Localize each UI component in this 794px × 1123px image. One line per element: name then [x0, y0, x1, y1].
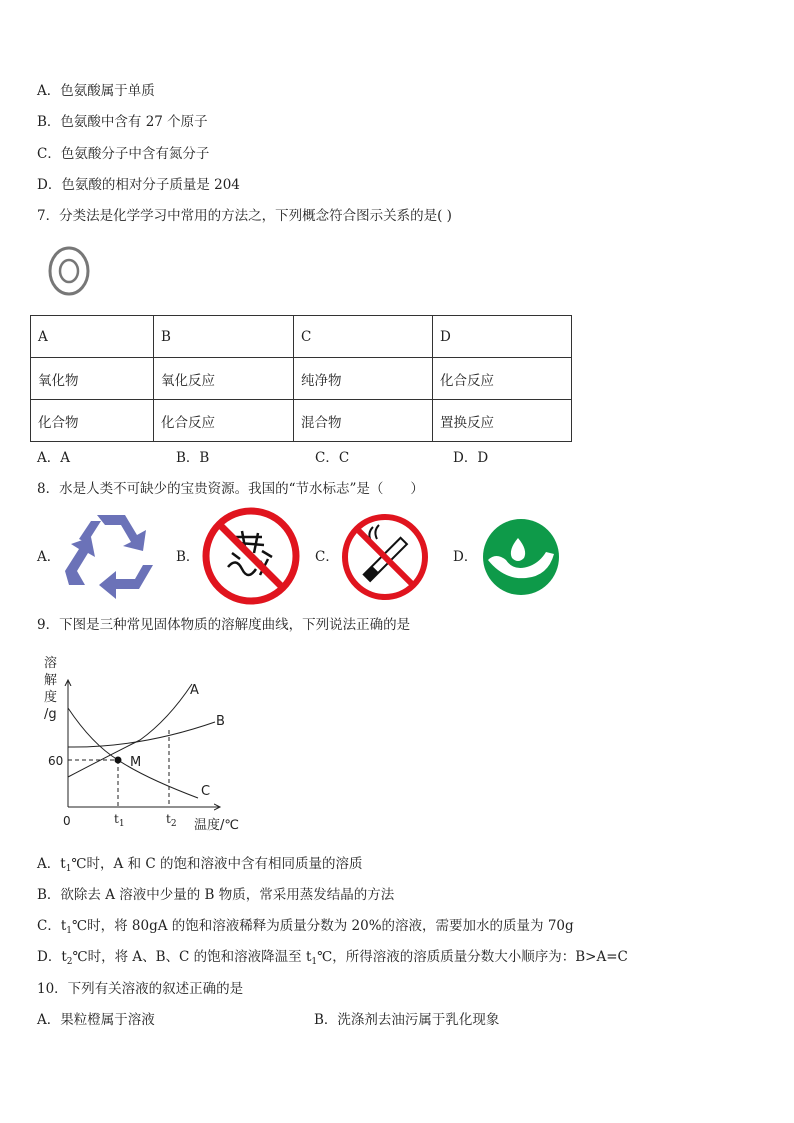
q8-label-c: C． — [315, 549, 339, 565]
chart-ylabel-char: /g — [44, 707, 57, 722]
concentric-circles-diagram — [47, 245, 91, 297]
q7-stem: 7．分类法是化学学习中常用的方法之，下列概念符合图示关系的是( ) — [37, 208, 452, 224]
curve-c — [68, 708, 198, 798]
chart-ylabel-char: 度 — [44, 690, 58, 705]
q10-option-a: A．果粒橙属于溶液 — [37, 1012, 155, 1028]
table-cell: 化合反应 — [154, 400, 294, 442]
q10-stem: 10．下列有关溶液的叙述正确的是 — [37, 981, 244, 997]
no-smoking-icon — [341, 513, 429, 601]
table-cell: 置换反应 — [433, 400, 572, 442]
q9-option-c — [37, 917, 574, 937]
point-m — [115, 757, 122, 764]
table-row — [31, 400, 572, 442]
table-row — [31, 358, 572, 400]
chart-ylabel-char: 解 — [44, 673, 58, 688]
table-row-header — [31, 316, 572, 358]
series-label-c: C — [201, 784, 211, 799]
y-tick-60: 60 — [48, 754, 64, 768]
q6-option-c: C．色氨酸分子中含有氮分子 — [37, 146, 210, 162]
q7-answer-c: C．C — [315, 450, 350, 466]
table-cell: 氧化物 — [31, 358, 154, 400]
q9-option-d-pre: D．t — [37, 949, 67, 965]
q9-option-c-pre: C．t — [37, 918, 67, 934]
q10-option-b: B．洗涤剂去油污属于乳化现象 — [314, 1012, 500, 1028]
q9-option-a — [37, 855, 362, 875]
table-cell: 氧化反应 — [154, 358, 294, 400]
q6-option-a: A．色氨酸属于单质 — [37, 83, 155, 99]
solubility-chart — [40, 660, 250, 840]
q8-label-d: D． — [453, 549, 478, 565]
origin-label: 0 — [63, 814, 71, 828]
series-label-b: B — [216, 714, 225, 729]
table-cell: 化合反应 — [433, 358, 572, 400]
q9-option-c-sub: 1 — [66, 926, 72, 936]
x-axis-label: 温度/℃ — [194, 818, 239, 833]
q9-option-d-sub2: 1 — [311, 957, 318, 967]
q9-option-b: B．欲除去 A 溶液中少量的 B 物质，常采用蒸发结晶的方法 — [37, 887, 395, 903]
table-cell: A — [31, 316, 154, 358]
x-tick-t1-letter: t — [114, 812, 119, 826]
x-tick-t1-sub: 1 — [118, 819, 125, 829]
table-cell: B — [154, 316, 294, 358]
q9-option-c-text: ℃时，将 80gA 的饱和溶液稀释为质量分数为 20%的溶液，需要加水的质量为 70g — [72, 918, 574, 934]
recycle-icon — [63, 513, 159, 599]
table-cell: C — [294, 316, 433, 358]
x-tick-t2 — [166, 810, 177, 830]
classification-table — [30, 315, 572, 442]
q8-stem: 8．水是人类不可缺少的宝贵资源。我国的“节水标志”是（ ） — [37, 481, 424, 497]
q9-option-d-tail: ℃，所得溶液的溶质质量分数大小顺序为：B>A=C — [317, 949, 628, 965]
q9-option-d-text: ℃时，将 A、B、C 的饱和溶液降温至 t — [72, 949, 312, 965]
q8-label-b: B． — [176, 549, 200, 565]
x-tick-t2-letter: t — [166, 812, 171, 826]
no-logging-icon — [202, 507, 300, 605]
q6-option-d: D．色氨酸的相对分子质量是 204 — [37, 177, 240, 193]
table-cell: 纯净物 — [294, 358, 433, 400]
table-cell: 混合物 — [294, 400, 433, 442]
q9-option-d — [37, 948, 628, 968]
q9-option-a-text: ℃时，A 和 C 的饱和溶液中含有相同质量的溶质 — [71, 856, 363, 872]
chart-ylabel-char: 溶 — [44, 656, 58, 671]
q7-answer-b: B．B — [176, 450, 210, 466]
q9-option-d-sub: 2 — [66, 957, 73, 967]
water-saving-icon — [482, 518, 560, 596]
curve-b — [68, 722, 215, 747]
q8-label-a: A． — [37, 549, 61, 565]
x-tick-t1 — [114, 810, 125, 830]
series-label-a: A — [190, 683, 199, 698]
x-tick-t2-sub: 2 — [170, 819, 177, 829]
table-cell: 化合物 — [31, 400, 154, 442]
q7-answer-d: D．D — [453, 450, 489, 466]
q6-option-b: B．色氨酸中含有 27 个原子 — [37, 114, 208, 130]
q9-stem: 9．下图是三种常见固体物质的溶解度曲线，下列说法正确的是 — [37, 617, 411, 633]
q9-option-a-pre: A．t — [37, 856, 66, 872]
q9-option-a-sub: 1 — [65, 864, 72, 874]
table-cell: D — [433, 316, 572, 358]
q7-answer-a: A．A — [37, 450, 70, 466]
point-m-label: M — [130, 755, 142, 770]
